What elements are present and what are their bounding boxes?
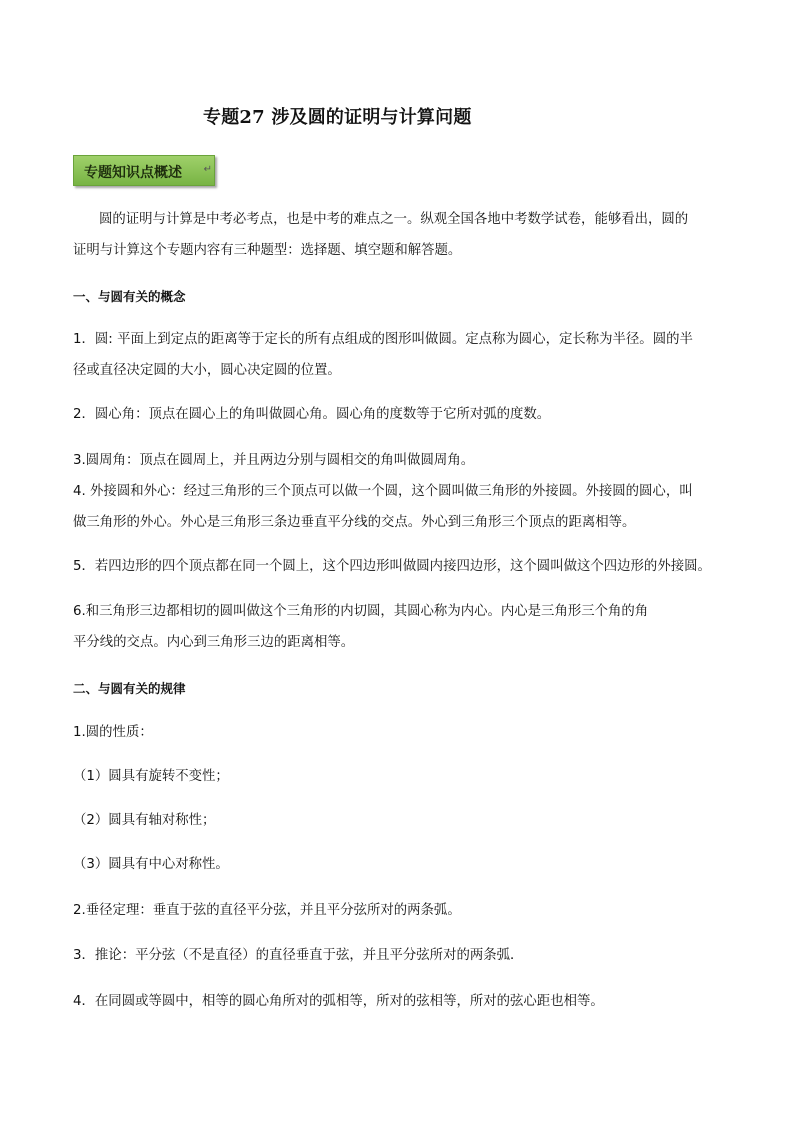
section-1-line: 6.和三角形三边都相切的圆叫做这个三角形的内切圆，其圆心称为内心。内心是三角形三个角的角 <box>73 604 649 619</box>
section-2-line: （2）圆具有轴对称性； <box>73 813 216 828</box>
section-1-line: 做三角形的外心。外心是三角形三条边垂直平分线的交点。外心到三角形三个顶点的距离相等。 <box>73 515 636 530</box>
section-1-line: 4. 外接圆和外心：经过三角形的三个顶点可以做一个圆，这个圆叫做三角形的外接圆。外接圆的圆心，叫 <box>73 484 693 499</box>
section-2-line: 3．推论：平分弦（不是直径）的直径垂直于弦，并且平分弦所对的两条弧． <box>73 948 524 963</box>
intro-line-1: 圆的证明与计算是中考必考点，也是中考的难点之一。纵观全国各地中考数学试卷，能够看出，圆的 <box>99 212 689 227</box>
section-1-line: 3.圆周角：顶点在圆周上，并且两边分别与圆相交的角叫做圆周角。 <box>73 453 475 468</box>
section-2-line: 1.圆的性质： <box>73 725 153 740</box>
section-1-line: 1．圆: 平面上到定点的距离等于定长的所有点组成的图形叫做圆。定点称为圆心，定长称为半径。圆的半 <box>73 332 693 347</box>
return-mark-icon: ↵ <box>203 164 212 175</box>
section-2-line: （3）圆具有中心对称性。 <box>73 857 229 872</box>
intro-line-2: 证明与计算这个专题内容有三种题型：选择题、填空题和解答题。 <box>73 243 462 258</box>
section-2-line: 2.垂径定理：垂直于弦的直径平分弦，并且平分弦所对的两条弧。 <box>73 903 461 918</box>
section-1-heading: 一、与圆有关的概念 <box>73 289 186 304</box>
section-2-heading: 二、与圆有关的规律 <box>73 681 186 696</box>
section-1-line: 2．圆心角：顶点在圆心上的角叫做圆心角。圆心角的度数等于它所对弧的度数。 <box>73 407 551 422</box>
section-2-line: （1）圆具有旋转不变性； <box>73 769 229 784</box>
section-1-line: 径或直径决定圆的大小，圆心决定圆的位置。 <box>73 363 341 378</box>
page-title: 专题27 涉及圆的证明与计算问题 <box>203 107 472 128</box>
section-badge-label: 专题知识点概述 <box>84 165 182 181</box>
section-badge <box>73 155 215 186</box>
section-2-line: 4．在同圆或等圆中，相等的圆心角所对的弧相等，所对的弦相等，所对的弦心距也相等。 <box>73 994 604 1009</box>
section-1-line: 平分线的交点。内心到三角形三边的距离相等。 <box>73 635 355 650</box>
section-1-line: 5．若四边形的四个顶点都在同一个圆上，这个四边形叫做圆内接四边形，这个圆叫做这个四边形的外接圆。 <box>73 559 711 574</box>
